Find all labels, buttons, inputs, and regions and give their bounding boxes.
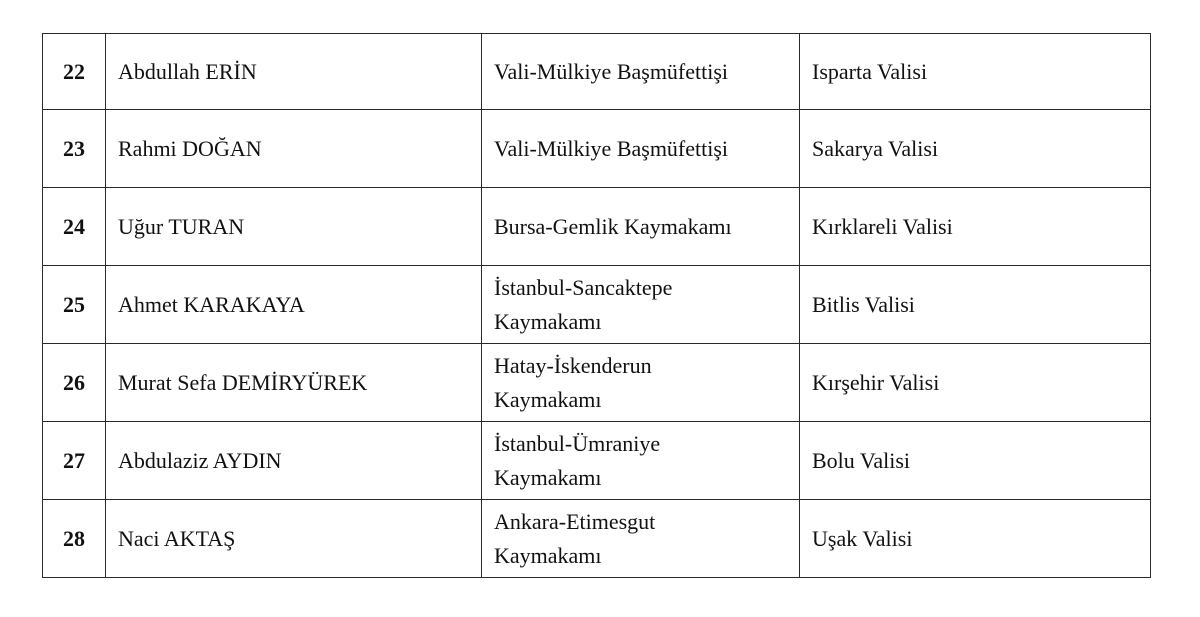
table-row: [43, 422, 1151, 500]
row-number: 26: [43, 344, 106, 422]
table-row: [43, 344, 1151, 422]
person-name: Abdulaziz AYDIN: [106, 422, 482, 500]
table-row: [43, 34, 1151, 110]
new-post: Kırklareli Valisi: [800, 188, 1151, 266]
current-post: Bursa-Gemlik Kaymakamı: [482, 188, 800, 266]
new-post: Uşak Valisi: [800, 500, 1151, 578]
current-post: İstanbul-Sancaktepe Kaymakamı: [494, 274, 673, 334]
row-number: 27: [43, 422, 106, 500]
person-name: Rahmi DOĞAN: [106, 110, 482, 188]
current-post: Vali-Mülkiye Başmüfettişi: [482, 34, 800, 110]
person-name: Murat Sefa DEMİRYÜREK: [106, 344, 482, 422]
new-post: Isparta Valisi: [800, 34, 1151, 110]
current-post: Ankara-Etimesgut Kaymakamı: [494, 508, 656, 568]
current-post: İstanbul-Ümraniye Kaymakamı: [494, 430, 661, 490]
row-number: 22: [43, 34, 106, 110]
person-name: Abdullah ERİN: [106, 34, 482, 110]
new-post: Sakarya Valisi: [800, 110, 1151, 188]
row-number: 23: [43, 110, 106, 188]
person-name: Ahmet KARAKAYA: [106, 266, 482, 344]
table-row: [43, 188, 1151, 266]
row-number: 28: [43, 500, 106, 578]
person-name: Uğur TURAN: [106, 188, 482, 266]
table-row: [43, 266, 1151, 344]
row-number: 24: [43, 188, 106, 266]
table-row: [43, 500, 1151, 578]
new-post: Bolu Valisi: [800, 422, 1151, 500]
current-post: Vali-Mülkiye Başmüfettişi: [482, 110, 800, 188]
row-number: 25: [43, 266, 106, 344]
appointments-table: [42, 33, 1151, 578]
new-post: Kırşehir Valisi: [800, 344, 1151, 422]
current-post: Hatay-İskenderun Kaymakamı: [494, 352, 652, 412]
person-name: Naci AKTAŞ: [106, 500, 482, 578]
new-post: Bitlis Valisi: [800, 266, 1151, 344]
table-row: [43, 110, 1151, 188]
